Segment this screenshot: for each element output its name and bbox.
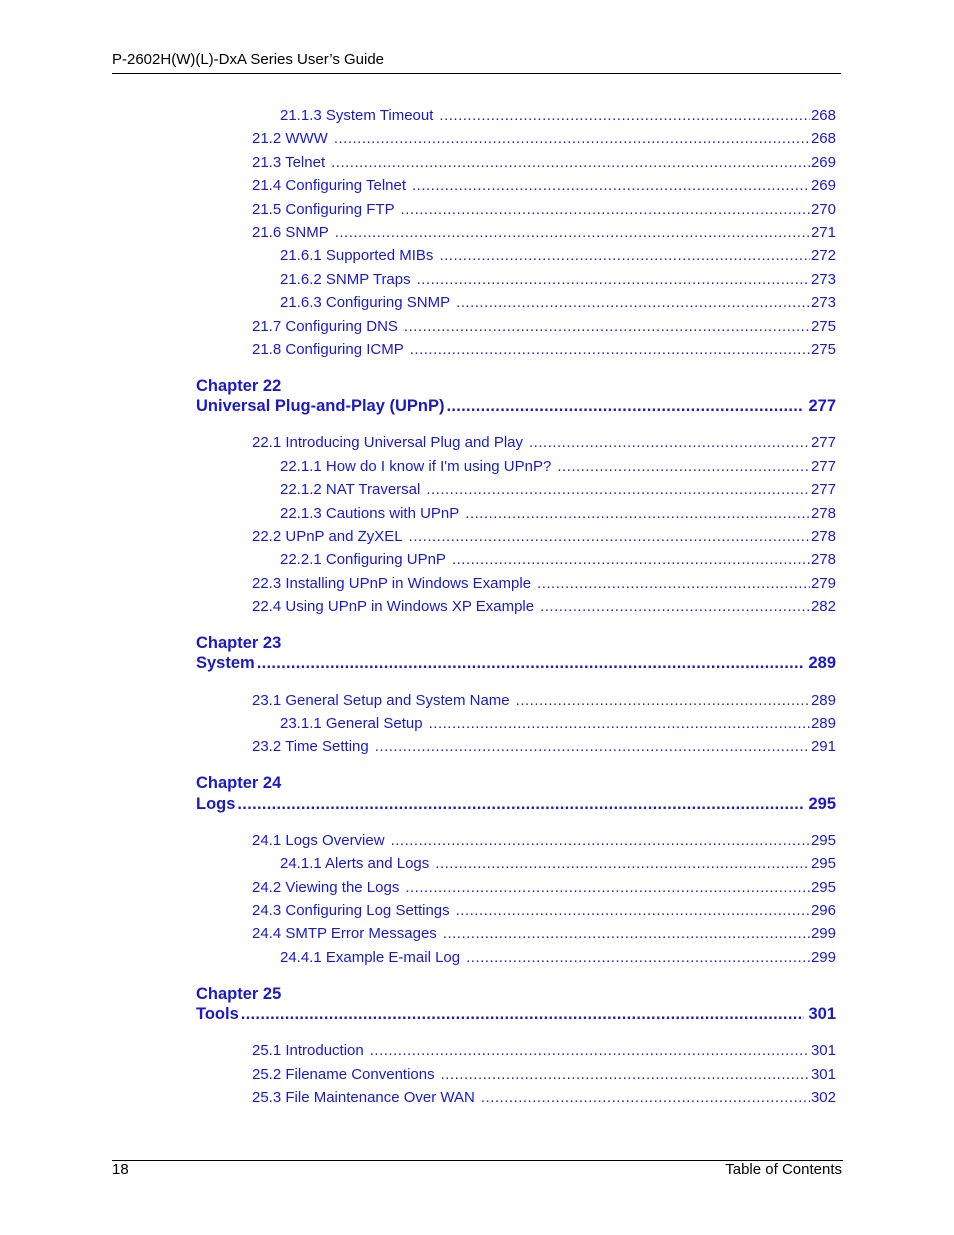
toc-entry-label: 24.2 Viewing the Logs	[252, 879, 400, 896]
leader-dots	[391, 832, 810, 849]
toc-entry-label: 24.4 SMTP Error Messages	[252, 925, 437, 942]
toc-entry[interactable]	[252, 201, 836, 221]
chapter-number: Chapter 23	[196, 634, 282, 652]
toc-entry-label: 21.4 Configuring Telnet	[252, 177, 406, 194]
leader-dots	[443, 925, 810, 942]
leader-dots	[241, 1005, 805, 1024]
toc-entry[interactable]	[280, 855, 836, 875]
toc-entry-label: 22.2 UPnP and ZyXEL	[252, 528, 403, 545]
toc-entry-page: 295	[810, 879, 836, 896]
toc-entry-label: 25.3 File Maintenance Over WAN	[252, 1089, 475, 1106]
chapter-page: 301	[808, 1005, 836, 1023]
chapter-number: Chapter 22	[196, 377, 282, 395]
toc-entry-page: 289	[810, 715, 836, 732]
toc-entry-label: 22.3 Installing UPnP in Windows Example	[252, 575, 532, 592]
leader-dots	[331, 154, 810, 171]
leader-dots	[465, 505, 810, 522]
leader-dots	[540, 598, 810, 615]
toc-entry-label: 21.6.1 Supported MIBs	[280, 247, 434, 264]
toc-entry-page: 270	[810, 201, 836, 218]
toc-entry-label: 22.1.3 Cautions with UPnP	[280, 505, 460, 522]
toc-entry-label: 25.2 Filename Conventions	[252, 1066, 435, 1083]
leader-dots	[439, 107, 810, 124]
toc-entry[interactable]	[252, 177, 836, 197]
toc-entry[interactable]	[252, 341, 836, 361]
leader-dots	[401, 201, 810, 218]
chapter-number: Chapter 25	[196, 985, 282, 1003]
toc-entry-page: 278	[810, 528, 836, 545]
leader-dots	[557, 458, 810, 475]
toc-entry[interactable]	[252, 1042, 836, 1062]
toc-entry-page: 301	[810, 1066, 836, 1083]
toc-entry-page: 291	[810, 738, 836, 755]
toc-entry-label: 25.1 Introduction	[252, 1042, 364, 1059]
toc-entry-label: 22.2.1 Configuring UPnP	[280, 551, 446, 568]
toc-entry[interactable]	[252, 832, 836, 852]
toc-entry[interactable]	[252, 598, 836, 618]
leader-dots	[410, 341, 810, 358]
toc-entry-page: 299	[810, 949, 836, 966]
toc-entry[interactable]	[252, 1066, 836, 1086]
toc-entry-label: 24.1.1 Alerts and Logs	[280, 855, 430, 872]
leader-dots	[370, 1042, 810, 1059]
toc-entry-label: 21.6.2 SNMP Traps	[280, 271, 411, 288]
toc-entry-page: 295	[810, 855, 836, 872]
page-header-title: P-2602H(W)(L)-DxA Series User’s Guide	[112, 51, 385, 68]
chapter-title-entry[interactable]	[196, 397, 836, 416]
toc-entry-page: 272	[810, 247, 836, 264]
toc-entry-page: 273	[810, 294, 836, 311]
toc-entry[interactable]	[252, 879, 836, 899]
chapter-page: 289	[808, 654, 836, 672]
leader-dots	[334, 130, 810, 147]
leader-dots	[335, 224, 810, 241]
toc-entry[interactable]	[252, 528, 836, 548]
chapter-number: Chapter 24	[196, 774, 282, 792]
toc-entry-page: 268	[810, 107, 836, 124]
leader-dots	[435, 855, 810, 872]
toc-entry[interactable]	[252, 738, 836, 758]
toc-entry-label: 21.2 WWW	[252, 130, 328, 147]
leader-dots	[446, 397, 804, 416]
leader-dots	[481, 1089, 810, 1106]
toc-entry[interactable]	[252, 434, 836, 454]
leader-dots	[452, 551, 810, 568]
toc-entry-label: 23.1 General Setup and System Name	[252, 692, 510, 709]
toc-entry-page: 277	[810, 481, 836, 498]
leader-dots	[417, 271, 810, 288]
toc-entry-label: 21.3 Telnet	[252, 154, 326, 171]
leader-dots	[456, 902, 810, 919]
toc-entry-page: 282	[810, 598, 836, 615]
toc-entry-page: 299	[810, 925, 836, 942]
leader-dots	[412, 177, 810, 194]
toc-entry[interactable]	[280, 247, 836, 267]
toc-entry[interactable]	[252, 902, 836, 922]
leader-dots	[426, 481, 810, 498]
toc-entry-label: 21.5 Configuring FTP	[252, 201, 395, 218]
chapter-page: 277	[808, 397, 836, 415]
toc-entry-label: 24.3 Configuring Log Settings	[252, 902, 450, 919]
toc-entry-page: 275	[810, 318, 836, 335]
toc-entry-page: 278	[810, 505, 836, 522]
toc-entry[interactable]	[252, 1089, 836, 1109]
toc-entry-label: 22.1 Introducing Universal Plug and Play	[252, 434, 523, 451]
leader-dots	[537, 575, 810, 592]
leader-dots	[375, 738, 810, 755]
toc-entry-page: 275	[810, 341, 836, 358]
toc-entry-label: 21.8 Configuring ICMP	[252, 341, 404, 358]
toc-entry-label: 24.4.1 Example E-mail Log	[280, 949, 461, 966]
leader-dots	[466, 949, 810, 966]
toc-entry[interactable]	[252, 925, 836, 945]
chapter-title-entry[interactable]	[196, 654, 836, 673]
toc-entry-page: 277	[810, 434, 836, 451]
toc-entry-page: 277	[810, 458, 836, 475]
toc-entry-label: 23.1.1 General Setup	[280, 715, 423, 732]
leader-dots	[441, 1066, 810, 1083]
toc-entry-label: 22.1.2 NAT Traversal	[280, 481, 421, 498]
toc-entry-label: 21.1.3 System Timeout	[280, 107, 434, 124]
leader-dots	[429, 715, 810, 732]
toc-entry-page: 278	[810, 551, 836, 568]
leader-dots	[404, 318, 810, 335]
toc-entry[interactable]	[252, 575, 836, 595]
toc-entry[interactable]	[252, 692, 836, 712]
chapter-title-entry[interactable]	[196, 795, 836, 814]
footer-section-title: Table of Contents	[725, 1161, 842, 1178]
leader-dots	[409, 528, 810, 545]
leader-dots	[456, 294, 810, 311]
leader-dots	[257, 654, 805, 673]
leader-dots	[529, 434, 810, 451]
toc-entry-label: 22.1.1 How do I know if I'm using UPnP?	[280, 458, 552, 475]
chapter-title-entry[interactable]	[196, 1005, 836, 1024]
toc-entry[interactable]	[280, 458, 836, 478]
toc-entry-page: 302	[810, 1089, 836, 1106]
chapter-title: Logs	[196, 795, 236, 813]
toc-entry-label: 24.1 Logs Overview	[252, 832, 385, 849]
page-number: 18	[112, 1161, 129, 1178]
toc-entry-label: 22.4 Using UPnP in Windows XP Example	[252, 598, 535, 615]
toc-entry-label: 21.6.3 Configuring SNMP	[280, 294, 451, 311]
toc-entry[interactable]	[280, 107, 836, 127]
toc-entry[interactable]	[280, 294, 836, 314]
toc-entry-page: 296	[810, 902, 836, 919]
toc-entry-page: 268	[810, 130, 836, 147]
toc-entry[interactable]	[280, 271, 836, 291]
toc-entry-page: 289	[810, 692, 836, 709]
toc-entry-page: 295	[810, 832, 836, 849]
toc-entry[interactable]	[280, 551, 836, 571]
toc-entry-page: 273	[810, 271, 836, 288]
chapter-title: Universal Plug-and-Play (UPnP)	[196, 397, 445, 415]
toc-entry-page: 279	[810, 575, 836, 592]
toc-entry-page: 301	[810, 1042, 836, 1059]
leader-dots	[439, 247, 810, 264]
toc-entry[interactable]	[280, 949, 836, 969]
chapter-title: System	[196, 654, 255, 672]
toc-entry[interactable]	[252, 130, 836, 150]
toc-entry[interactable]	[252, 318, 836, 338]
leader-dots	[237, 795, 804, 814]
toc-entry[interactable]	[280, 481, 836, 501]
toc-entry[interactable]	[252, 224, 836, 244]
toc-entry-label: 21.7 Configuring DNS	[252, 318, 398, 335]
toc-entry-page: 271	[810, 224, 836, 241]
toc-entry-page: 269	[810, 154, 836, 171]
toc-entry[interactable]	[280, 505, 836, 525]
toc-entry[interactable]	[280, 715, 836, 735]
toc-entry-page: 269	[810, 177, 836, 194]
toc-entry-label: 23.2 Time Setting	[252, 738, 369, 755]
chapter-page: 295	[808, 795, 836, 813]
toc-entry[interactable]	[252, 154, 836, 174]
toc-entry-label: 21.6 SNMP	[252, 224, 329, 241]
chapter-title: Tools	[196, 1005, 239, 1023]
leader-dots	[516, 692, 810, 709]
leader-dots	[405, 879, 810, 896]
